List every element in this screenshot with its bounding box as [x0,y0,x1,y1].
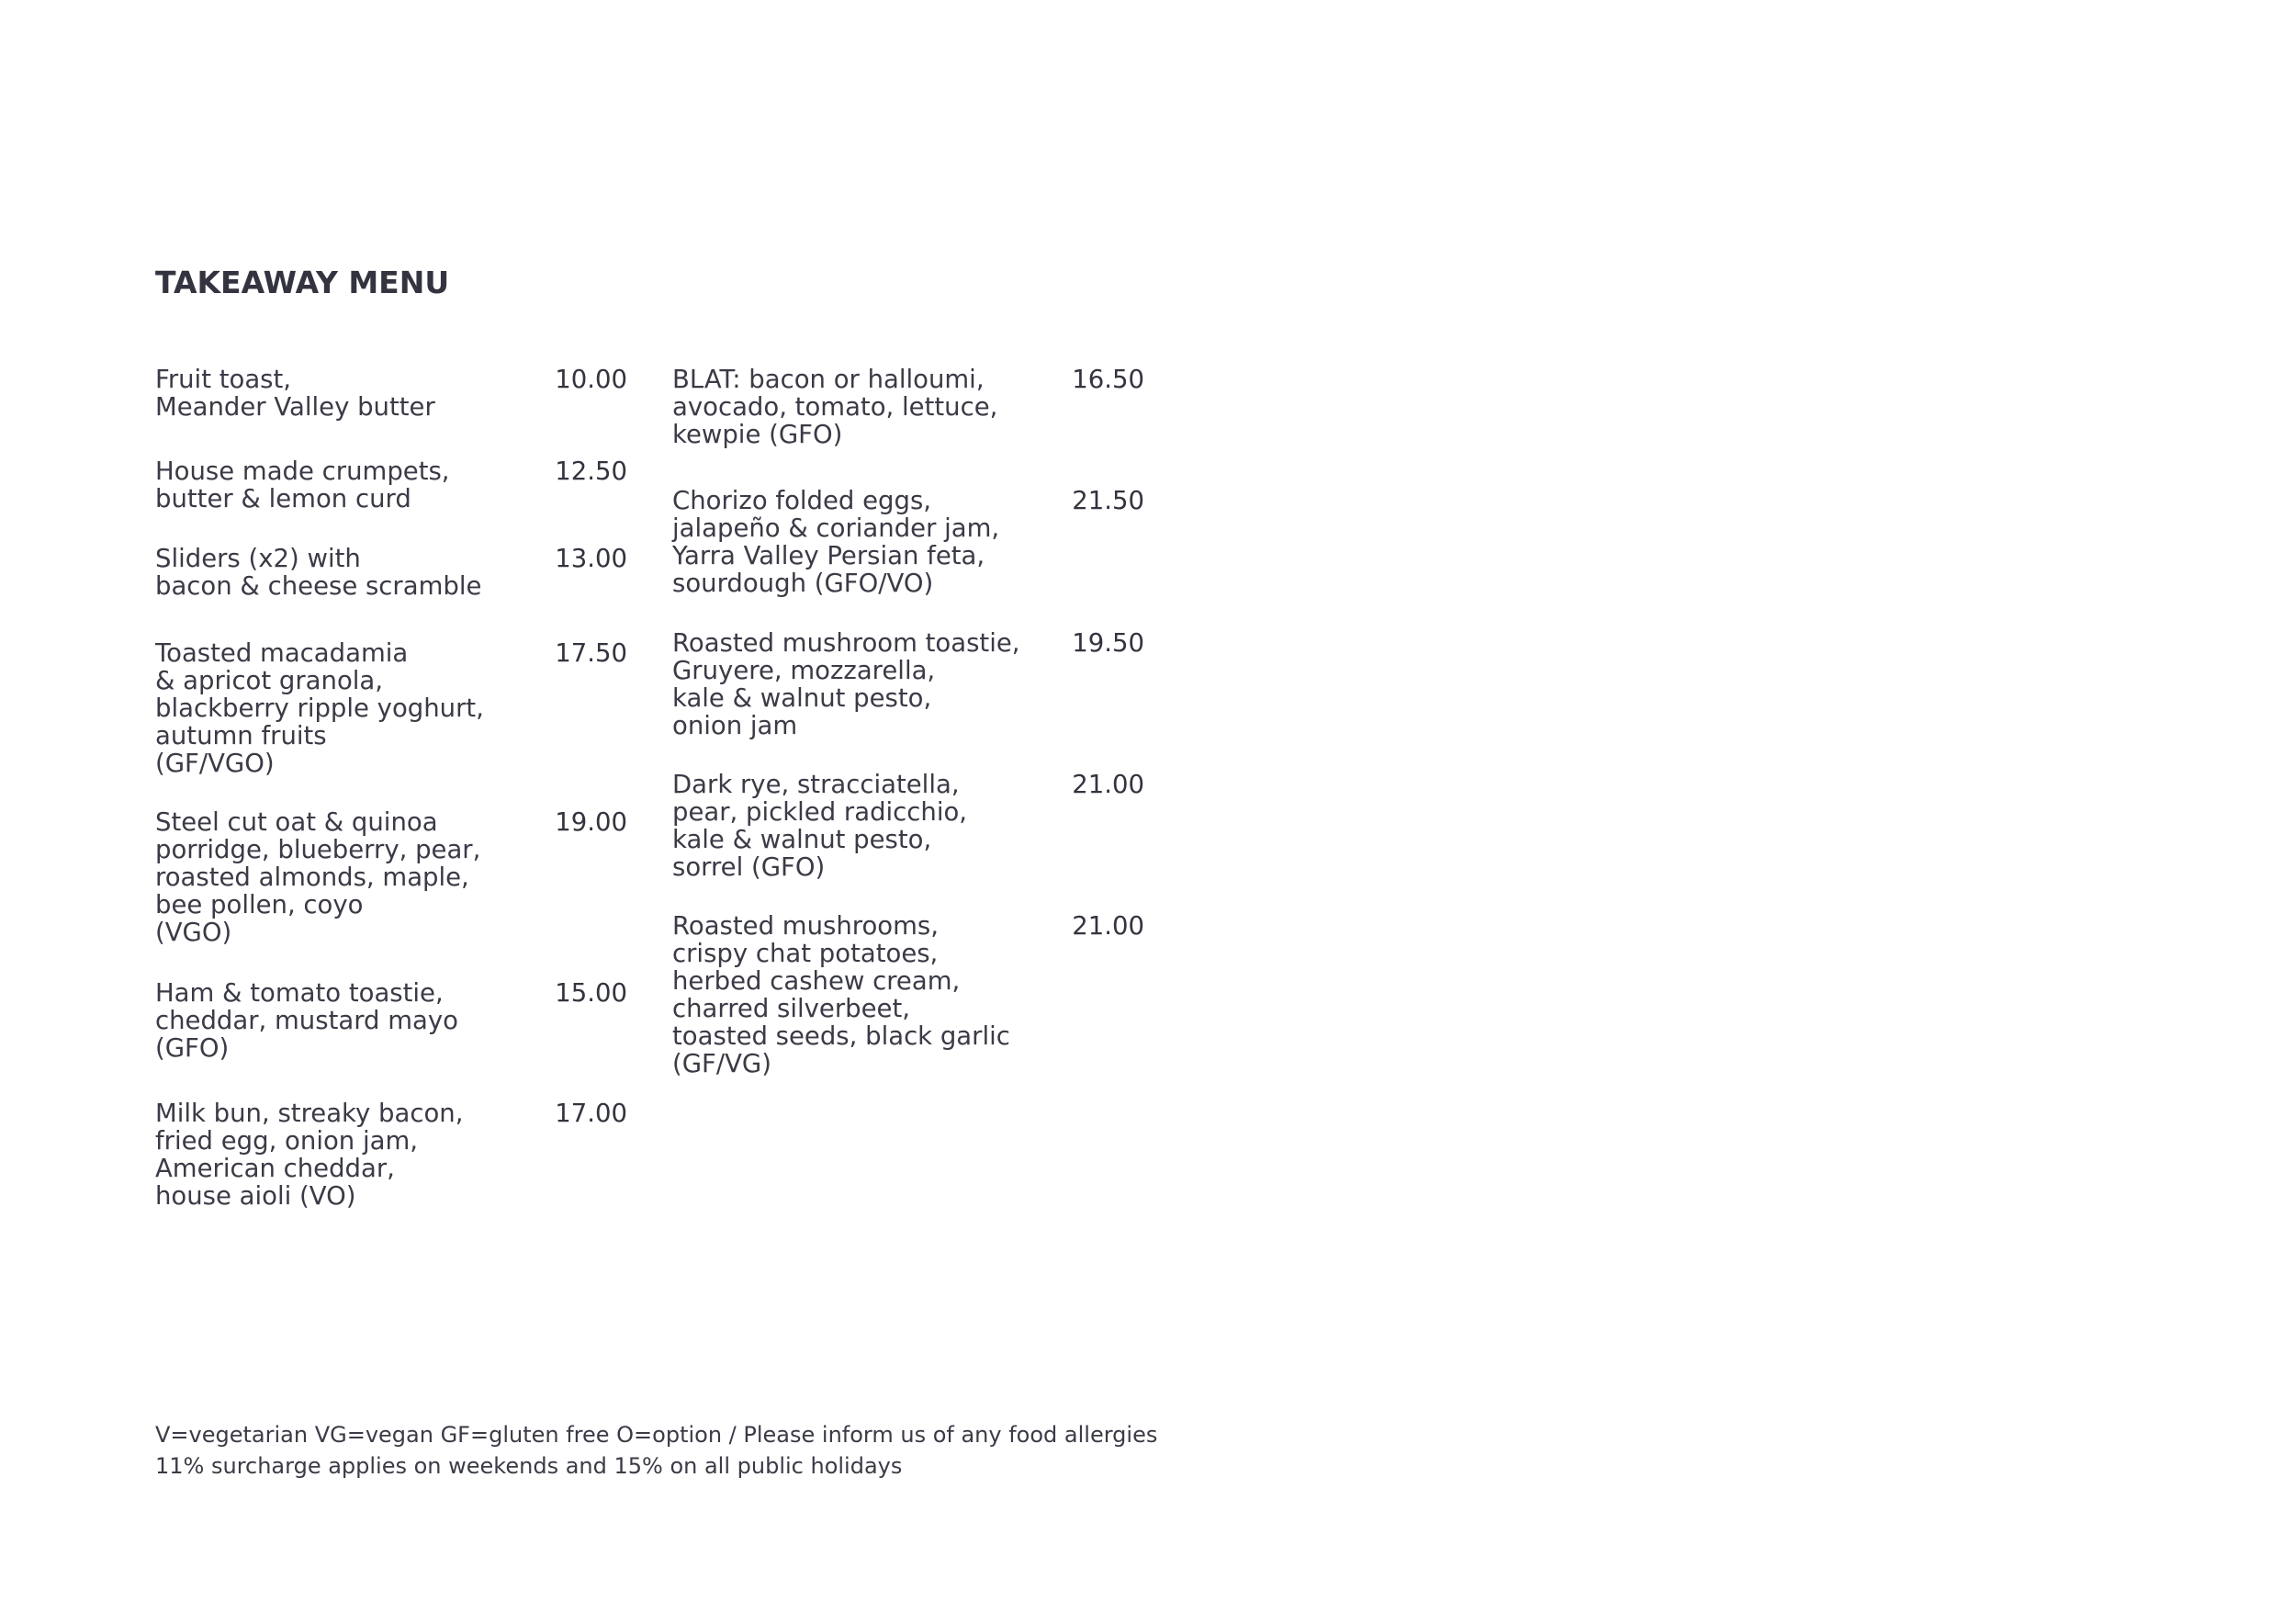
menu-item-description: Chorizo folded eggs, jalapeño & coriander jam, Yarra Valley Persian feta, sourdough (GFO/VO) [672,486,1000,598]
menu-item-description: House made crumpets, butter & lemon curd [155,457,450,513]
dietary-legend: V=vegetarian VG=vegan GF=gluten free O=option / Please inform us of any food allergies [155,1422,1158,1448]
menu-item-price: 19.50 [1072,628,1144,658]
surcharge-note: 11% surcharge applies on weekends and 15% on all public holidays [155,1453,903,1479]
menu-item-description: Dark rye, stracciatella, pear, pickled radicchio, kale & walnut pesto, sorrel (GFO) [672,770,968,882]
menu-item-description: Ham & tomato toastie, cheddar, mustard mayo (GFO) [155,978,458,1063]
footer-notes [155,1419,1157,1482]
menu-item-price: 17.00 [555,1099,627,1128]
menu-item-price: 17.50 [555,638,627,668]
menu-item-description: Steel cut oat & quinoa porridge, blueberry, pear, roasted almonds, maple, bee pollen, coyo (VGO) [155,807,481,947]
menu-item-description: Sliders (x2) with bacon & cheese scramble [155,544,482,601]
menu-item-description: Fruit toast, Meander Valley butter [155,365,435,422]
menu-item-price: 19.00 [555,807,627,837]
menu-item-description: BLAT: bacon or halloumi, avocado, tomato, lettuce, kewpie (GFO) [672,365,998,449]
page-title: TAKEAWAY MENU [155,265,450,300]
menu-item-price: 13.00 [555,544,627,573]
menu-item-price: 10.00 [555,365,627,394]
menu-item-price: 16.50 [1072,365,1144,394]
menu-item-price: 12.50 [555,457,627,486]
menu-item-price: 15.00 [555,978,627,1008]
menu-item-description: Toasted macadamia & apricot granola, blackberry ripple yoghurt, autumn fruits (GF/VGO) [155,638,484,778]
menu-item-price: 21.00 [1072,770,1144,799]
menu-item-description: Milk bun, streaky bacon, fried egg, onion jam, American cheddar, house aioli (VO) [155,1099,464,1211]
menu-item-price: 21.00 [1072,911,1144,941]
menu-item-description: Roasted mushrooms, crispy chat potatoes, herbed cashew cream, charred silverbeet, toasted seeds, black garlic (GF/VG) [672,911,1010,1078]
menu-item-description: Roasted mushroom toastie, Gruyere, mozzarella, kale & walnut pesto, onion jam [672,628,1020,740]
menu-item-price: 21.50 [1072,486,1144,515]
